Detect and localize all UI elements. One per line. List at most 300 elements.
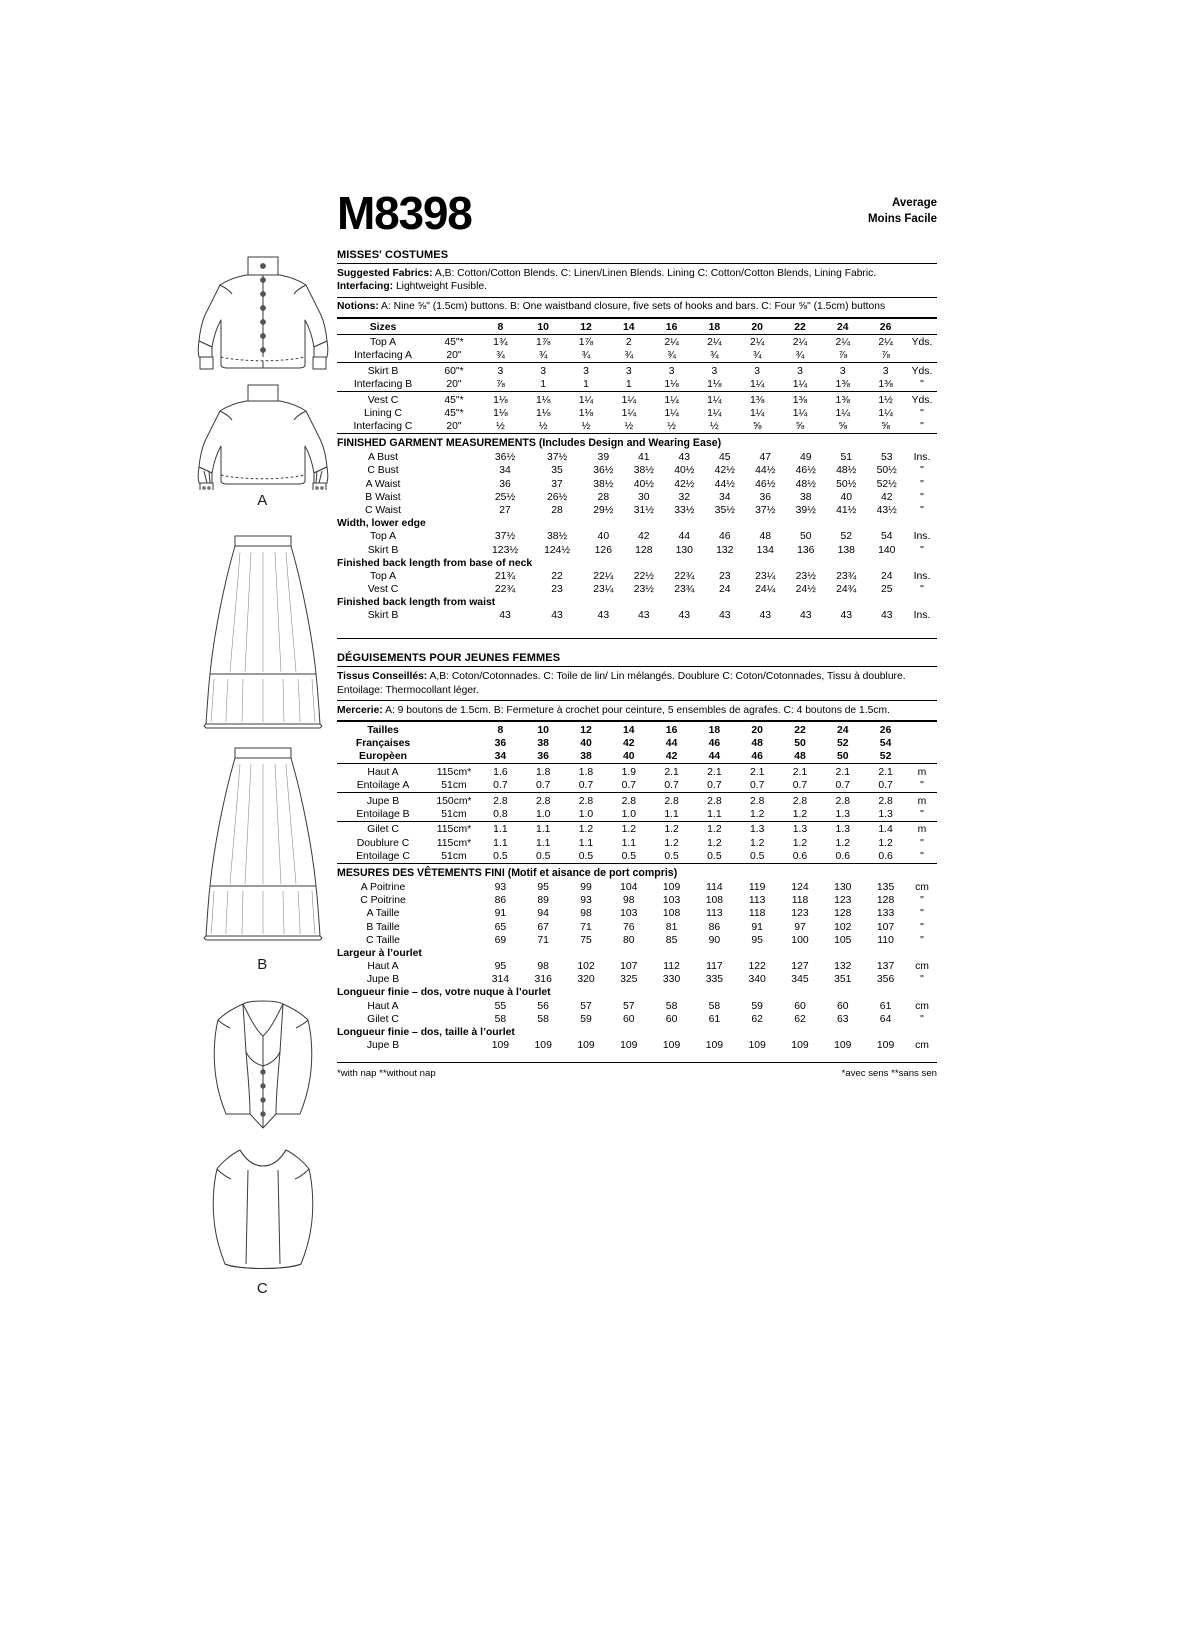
measurement-cell: 138 <box>837 544 855 556</box>
measurement-cell: 48½ <box>836 465 857 477</box>
measurement-cell: 130 <box>675 544 693 556</box>
row-unit: " <box>920 1013 924 1025</box>
measurement-cell: 50½ <box>836 478 857 490</box>
size-header-cell: 26 <box>864 722 907 737</box>
yardage-cell: 2¼ <box>821 334 864 349</box>
yardage-cell: 1⅛ <box>535 407 551 419</box>
row-unit: " <box>920 465 924 477</box>
measurement-cell: 37½ <box>494 531 516 543</box>
empty-cell <box>429 609 479 622</box>
measurement-cell: 38½ <box>633 465 654 477</box>
table-row <box>337 907 937 920</box>
measurement-cell: 33½ <box>674 505 695 517</box>
measurement-cell: 95 <box>537 882 549 893</box>
yardage-cell: 1¼ <box>792 407 808 419</box>
yardage-cell: ½ <box>667 421 676 433</box>
yardage-cell: 1¾ <box>479 334 522 349</box>
french-yardage-table <box>337 721 937 863</box>
yardage-cell: 1½ <box>864 392 907 407</box>
empty-cell <box>429 881 479 894</box>
difficulty-rating <box>868 190 937 227</box>
measurement-cell: 43 <box>678 610 691 622</box>
yardage-cell: 1.8 <box>522 764 565 779</box>
empty-cell <box>429 934 479 947</box>
english-measurements-title: FINISHED GARMENT MEASUREMENTS (Includes Design and Wearing Ease) <box>337 437 722 450</box>
yardage-cell: 1.2 <box>792 837 808 849</box>
measurement-cell: 43 <box>499 610 511 622</box>
measurement-cell: 43 <box>638 610 650 622</box>
size-header-cell: 24 <box>821 319 864 335</box>
measurement-cell: 64 <box>879 1013 892 1025</box>
row-label: Lining C <box>363 407 403 419</box>
row-label: Interfacing C <box>353 421 413 433</box>
row-label: Entoilage A <box>356 780 410 792</box>
measurement-cell: 58 <box>494 1013 507 1025</box>
yardage-cell: ¾ <box>667 350 676 362</box>
measurement-cell: 23¼ <box>755 570 776 582</box>
measurement-cell: 44½ <box>714 478 735 490</box>
yardage-cell: 2.1 <box>736 764 779 779</box>
yardage-cell: 2.8 <box>565 793 608 808</box>
measurement-cell: 50 <box>799 531 812 543</box>
table-row <box>337 392 937 407</box>
measurement-cell: 118 <box>791 895 809 907</box>
table-row <box>337 451 937 464</box>
measurement-cell: 24¾ <box>836 583 857 595</box>
measurement-cell: 140 <box>878 544 896 556</box>
row-label: Jupe B <box>366 1039 400 1051</box>
yardage-cell: ⅝ <box>881 421 890 433</box>
measurement-cell: 23¾ <box>674 583 695 595</box>
french-measurements-title: MESURES DES VÊTEMENTS FINI (Motif et aisance de port compris) <box>337 866 678 879</box>
yardage-cell: 0.6 <box>792 850 808 862</box>
measurement-cell: 51 <box>840 452 853 464</box>
table-row <box>337 420 937 433</box>
measurement-cell: 119 <box>748 882 766 893</box>
measurement-cell: 90 <box>708 934 721 946</box>
measurement-cell: 325 <box>620 974 638 986</box>
yardage-cell: 0.5 <box>749 850 765 862</box>
yardage-cell: 1.2 <box>835 837 850 849</box>
view-letter-b: B <box>257 956 268 973</box>
yardage-cell: 0.8 <box>493 808 508 820</box>
view-letter-c: C <box>256 1280 269 1297</box>
measurement-cell: 38½ <box>546 531 568 543</box>
row-label: Interfacing A <box>354 350 412 362</box>
measurement-cell: 61 <box>708 1013 721 1025</box>
yardage-cell: 1.2 <box>707 837 722 849</box>
measurement-subheading-row <box>337 517 937 530</box>
row-unit: m <box>907 764 937 779</box>
size-header-cell: 20 <box>736 319 779 335</box>
yardage-cell: 1¼ <box>621 407 637 419</box>
french-notions-label: Mercerie: <box>337 704 383 716</box>
measurement-cell: 49 <box>799 452 812 464</box>
measurement-cell: 98 <box>580 908 592 920</box>
measurement-cell: 24 <box>880 570 893 582</box>
yardage-cell: 2¼ <box>693 334 736 349</box>
measurement-cell: 93 <box>580 895 592 907</box>
empty-cell <box>429 920 479 933</box>
measurement-subheading: Finished back length from base of neck <box>337 557 533 569</box>
yardage-cell: 1¼ <box>650 392 693 407</box>
table-row <box>337 363 937 378</box>
measurement-cell: 23 <box>551 583 563 595</box>
measurement-cell: 98 <box>537 961 549 973</box>
row-label: Interfacing B <box>353 379 413 391</box>
yardage-cell: 1.3 <box>835 808 850 820</box>
size-header-cell: 26 <box>864 319 907 335</box>
row-unit <box>907 349 937 363</box>
empty-unit <box>907 750 937 764</box>
yardage-cell: ⅝ <box>795 421 805 433</box>
table-row <box>337 764 937 779</box>
yardage-cell: 1.2 <box>749 808 765 820</box>
measurement-cell: 107 <box>876 921 895 933</box>
yardage-cell: 1¼ <box>607 392 650 407</box>
size-header-cell: 8 <box>479 722 522 737</box>
yardage-cell: 1.2 <box>607 821 650 836</box>
measurement-cell: 108 <box>705 895 724 907</box>
yardage-cell: 3 <box>650 363 693 378</box>
table-row <box>337 1013 937 1026</box>
measurement-cell: 109 <box>534 1039 552 1051</box>
row-unit: " <box>920 808 924 820</box>
measurement-cell: 126 <box>594 544 612 556</box>
yardage-cell: 2 <box>607 334 650 349</box>
size-header-cell: 8 <box>479 319 522 335</box>
yardage-cell: 1¼ <box>749 379 765 391</box>
measurement-cell: 80 <box>623 934 635 946</box>
measurement-cell: 38½ <box>593 478 614 490</box>
measurement-subheading: Width, lower edge <box>337 518 426 530</box>
measurement-cell: 36 <box>499 478 511 490</box>
yardage-cell: 0.7 <box>749 780 765 792</box>
measurement-cell: 57 <box>623 1000 635 1012</box>
measurement-cell: 43 <box>840 610 853 622</box>
measurement-cell: 36½ <box>494 452 516 464</box>
measurement-cell: 43 <box>880 610 893 622</box>
size-header-cell: 20 <box>736 722 779 737</box>
measurement-subheading-row <box>337 947 937 960</box>
measurement-cell: 43 <box>759 610 772 622</box>
row-label: Entoilage C <box>356 850 410 862</box>
english-measurements-table <box>337 451 937 622</box>
measurement-cell: 114 <box>706 882 723 893</box>
measurement-cell: 316 <box>534 974 552 986</box>
interfacing-label: Interfacing: <box>337 281 394 293</box>
yardage-cell: 1⅛ <box>522 392 565 407</box>
row-label: Doublure C <box>356 837 410 849</box>
table-row <box>337 609 937 622</box>
yardage-cell: 1¼ <box>878 407 893 419</box>
francaises-size-cell: 40 <box>580 738 592 750</box>
table-row <box>337 378 937 392</box>
francaises-size-cell: 36 <box>494 738 507 750</box>
yardage-cell: ¾ <box>752 350 762 362</box>
row-label: Haut A <box>367 1000 399 1012</box>
yardage-cell: 2.8 <box>864 793 907 808</box>
yardage-cell: 3 <box>864 363 907 378</box>
yardage-cell: ⅝ <box>752 421 762 433</box>
measurement-cell: 43½ <box>876 505 897 517</box>
measurement-cell: 40½ <box>633 478 654 490</box>
francaises-size-cell: 48 <box>751 738 763 750</box>
measurement-cell: 21¾ <box>494 570 516 582</box>
measurement-cell: 95 <box>751 934 763 946</box>
measurement-cell: 30 <box>638 491 650 503</box>
empty-cell <box>429 464 479 477</box>
row-unit: cm <box>915 1039 929 1051</box>
sizes-label: Sizes <box>337 319 429 335</box>
measurement-cell: 103 <box>620 908 638 920</box>
yardage-cell: 1¼ <box>835 407 850 419</box>
size-header-cell: 18 <box>693 722 736 737</box>
row-unit: " <box>920 407 924 419</box>
table-row <box>337 349 937 363</box>
measurement-cell: 112 <box>663 961 680 973</box>
fabric-width: 51cm <box>441 780 467 792</box>
sizes-header-row <box>337 319 937 335</box>
yardage-cell: 1.0 <box>578 808 594 820</box>
yardage-cell: 1¼ <box>693 392 736 407</box>
measurement-cell: 109 <box>748 1039 766 1051</box>
yardage-cell: 0.5 <box>664 850 679 862</box>
measurement-cell: 28 <box>551 505 563 517</box>
yardage-cell: 3 <box>693 363 736 378</box>
measurement-cell: 40½ <box>674 465 695 477</box>
yardage-cell: 0.7 <box>707 780 722 792</box>
table-row <box>337 779 937 793</box>
fabric-width: 150cm* <box>429 793 479 808</box>
row-label: Entoilage B <box>356 808 410 820</box>
yardage-cell: 0.6 <box>878 850 893 862</box>
measurement-cell: 124 <box>791 882 809 893</box>
measurement-subheading: Largeur à l’ourlet <box>337 947 422 959</box>
table-row <box>337 808 937 822</box>
yardage-cell: ¾ <box>710 350 719 362</box>
size-header-cell: 22 <box>779 722 822 737</box>
unit-header <box>907 722 937 737</box>
fabric-width: 115cm* <box>429 764 479 779</box>
measurement-cell: 43 <box>597 610 610 622</box>
illustration-view-b <box>180 524 345 973</box>
measurement-cell: 31½ <box>633 505 654 517</box>
measurement-cell: 123½ <box>492 544 519 556</box>
size-header-cell: 12 <box>565 319 608 335</box>
yardage-cell: 2.1 <box>821 764 864 779</box>
row-label: C Poitrine <box>360 895 406 907</box>
yardage-cell: 1⅜ <box>878 379 893 391</box>
measurement-cell: 44½ <box>755 465 776 477</box>
yardage-cell: 1.4 <box>864 821 907 836</box>
yardage-cell: 2.8 <box>607 793 650 808</box>
yardage-cell: 2.8 <box>693 793 736 808</box>
table-row <box>337 530 937 543</box>
yardage-cell: 1⅞ <box>565 334 608 349</box>
measurement-cell: 57 <box>580 1000 592 1012</box>
measurement-cell: 123 <box>791 908 809 920</box>
yardage-cell: 1.2 <box>693 821 736 836</box>
empty-cell <box>429 1039 479 1052</box>
yardage-cell: 1.3 <box>821 821 864 836</box>
yardage-cell: 1 <box>540 379 547 391</box>
empty-cell <box>429 478 479 491</box>
measurement-cell: 135 <box>876 882 895 893</box>
row-unit: " <box>920 850 924 862</box>
measurement-cell: 24 <box>719 583 731 595</box>
size-header-cell: 22 <box>779 319 822 335</box>
measurement-cell: 37½ <box>546 452 568 464</box>
measurement-cell: 107 <box>620 961 638 973</box>
table-row <box>337 960 937 973</box>
measurement-cell: 330 <box>662 974 681 986</box>
yardage-cell: ½ <box>710 421 719 433</box>
row-unit: m <box>907 793 937 808</box>
yardage-cell: 3 <box>607 363 650 378</box>
measurement-cell: 46½ <box>755 478 776 490</box>
table-row <box>337 543 937 556</box>
measurement-cell: 320 <box>577 974 595 986</box>
row-unit: Yds. <box>907 392 937 407</box>
table-row <box>337 837 937 850</box>
yardage-cell: 3 <box>565 363 608 378</box>
measurement-cell: 128 <box>635 544 653 556</box>
yardage-cell: 0.7 <box>664 780 679 792</box>
row-unit: Yds. <box>907 363 937 378</box>
measurement-cell: 45 <box>719 452 731 464</box>
yardage-cell: 1⅛ <box>493 407 508 419</box>
measurement-cell: 105 <box>834 934 852 946</box>
table-row <box>337 920 937 933</box>
yardage-cell: 1.0 <box>535 808 551 820</box>
row-unit: " <box>920 421 924 433</box>
measurement-cell: 340 <box>748 974 766 986</box>
table-row <box>337 894 937 907</box>
english-section-title: MISSES' COSTUMES <box>337 249 449 261</box>
fabric-width: 20" <box>446 421 462 433</box>
measurement-cell: 85 <box>665 934 678 946</box>
yardage-cell: 2.1 <box>864 764 907 779</box>
row-label: Top A <box>337 334 429 349</box>
measurement-cell: 52 <box>840 531 853 543</box>
size-header-cell: 14 <box>607 722 650 737</box>
suggested-fabrics-paragraph <box>337 264 937 297</box>
measurement-cell: 113 <box>748 895 766 907</box>
yardage-cell: ¾ <box>496 350 505 362</box>
measurement-cell: 41½ <box>836 505 857 517</box>
row-unit: " <box>920 544 924 556</box>
row-unit: Yds. <box>907 334 937 349</box>
measurement-cell: 62 <box>794 1013 806 1025</box>
europeen-size-cell: 42 <box>665 751 678 763</box>
measurement-cell: 91 <box>751 921 763 933</box>
europeen-size-cell: 36 <box>537 751 549 763</box>
empty-cell <box>429 491 479 504</box>
measurement-cell: 132 <box>716 544 734 556</box>
yardage-cell: 2.1 <box>650 764 693 779</box>
measurement-cell: 60 <box>623 1013 635 1025</box>
yardage-cell: 2.8 <box>650 793 693 808</box>
row-unit: " <box>920 780 924 792</box>
measurement-cell: 52½ <box>876 478 897 490</box>
measurement-cell: 23½ <box>795 570 816 582</box>
french-fabrics-paragraph <box>337 667 937 700</box>
row-label: C Bust <box>367 465 399 477</box>
yardage-cell: 0.5 <box>707 850 722 862</box>
illustration-spacer-2 <box>180 973 345 988</box>
measurement-cell: 43 <box>678 452 691 464</box>
empty-unit <box>907 737 937 750</box>
row-unit: cm <box>915 1000 929 1012</box>
yardage-cell: 1.2 <box>749 837 765 849</box>
measurement-cell: 23½ <box>633 583 654 595</box>
yardage-cell: 1¼ <box>792 379 808 391</box>
sizes-francaises-row <box>337 737 937 750</box>
measurement-cell: 356 <box>876 974 895 986</box>
yardage-cell: 0.6 <box>835 850 850 862</box>
illustration-view-a <box>180 235 345 509</box>
measurement-cell: 24½ <box>795 583 816 595</box>
empty-cell <box>429 504 479 517</box>
yardage-cell: 1 <box>625 379 632 391</box>
yardage-cell: 2.8 <box>522 793 565 808</box>
row-unit: " <box>920 379 924 391</box>
yardage-cell: ¾ <box>581 350 591 362</box>
table-row <box>337 1039 937 1052</box>
empty-cell <box>429 737 479 750</box>
divider <box>337 638 937 639</box>
table-row <box>337 570 937 583</box>
yardage-cell: 1.3 <box>736 821 779 836</box>
empty-cell <box>429 451 479 464</box>
french-notions-paragraph <box>337 701 937 720</box>
measurement-cell: 86 <box>494 895 507 907</box>
yardage-cell: 1.1 <box>664 808 679 820</box>
fabric-width-header <box>429 722 479 737</box>
yardage-cell: 2¼ <box>864 334 907 349</box>
europeen-size-cell: 44 <box>708 751 721 763</box>
fabric-width: 45"* <box>429 334 479 349</box>
measurement-cell: 109 <box>791 1039 809 1051</box>
measurement-cell: 37½ <box>755 505 776 517</box>
row-unit: Ins. <box>913 531 931 543</box>
yardage-cell: ⅞ <box>881 350 890 362</box>
measurement-cell: 345 <box>791 974 809 986</box>
measurement-cell: 81 <box>665 921 678 933</box>
illustration-spacer-1 <box>180 509 345 524</box>
measurement-cell: 71 <box>580 921 592 933</box>
measurement-cell: 97 <box>794 921 806 933</box>
unit-header <box>907 319 937 335</box>
empty-cell <box>429 973 479 986</box>
measurement-cell: 41 <box>638 452 650 464</box>
difficulty-french: Moins Facile <box>867 212 937 225</box>
top-with-stand-collar-icon <box>188 235 338 490</box>
empty-cell <box>429 907 479 920</box>
yardage-cell: 1.1 <box>493 837 508 849</box>
footnote-english: *with nap **without nap <box>337 1068 436 1080</box>
measurement-cell: 100 <box>791 934 809 946</box>
row-label: B Waist <box>365 491 401 503</box>
pattern-envelope-back <box>132 155 977 1405</box>
measurement-cell: 36 <box>759 491 772 503</box>
yardage-cell: 2.8 <box>479 793 522 808</box>
size-header-cell: 24 <box>821 722 864 737</box>
row-label: Vest C <box>337 392 429 407</box>
sizes-label: Tailles <box>337 722 429 737</box>
measurement-cell: 94 <box>537 908 549 920</box>
